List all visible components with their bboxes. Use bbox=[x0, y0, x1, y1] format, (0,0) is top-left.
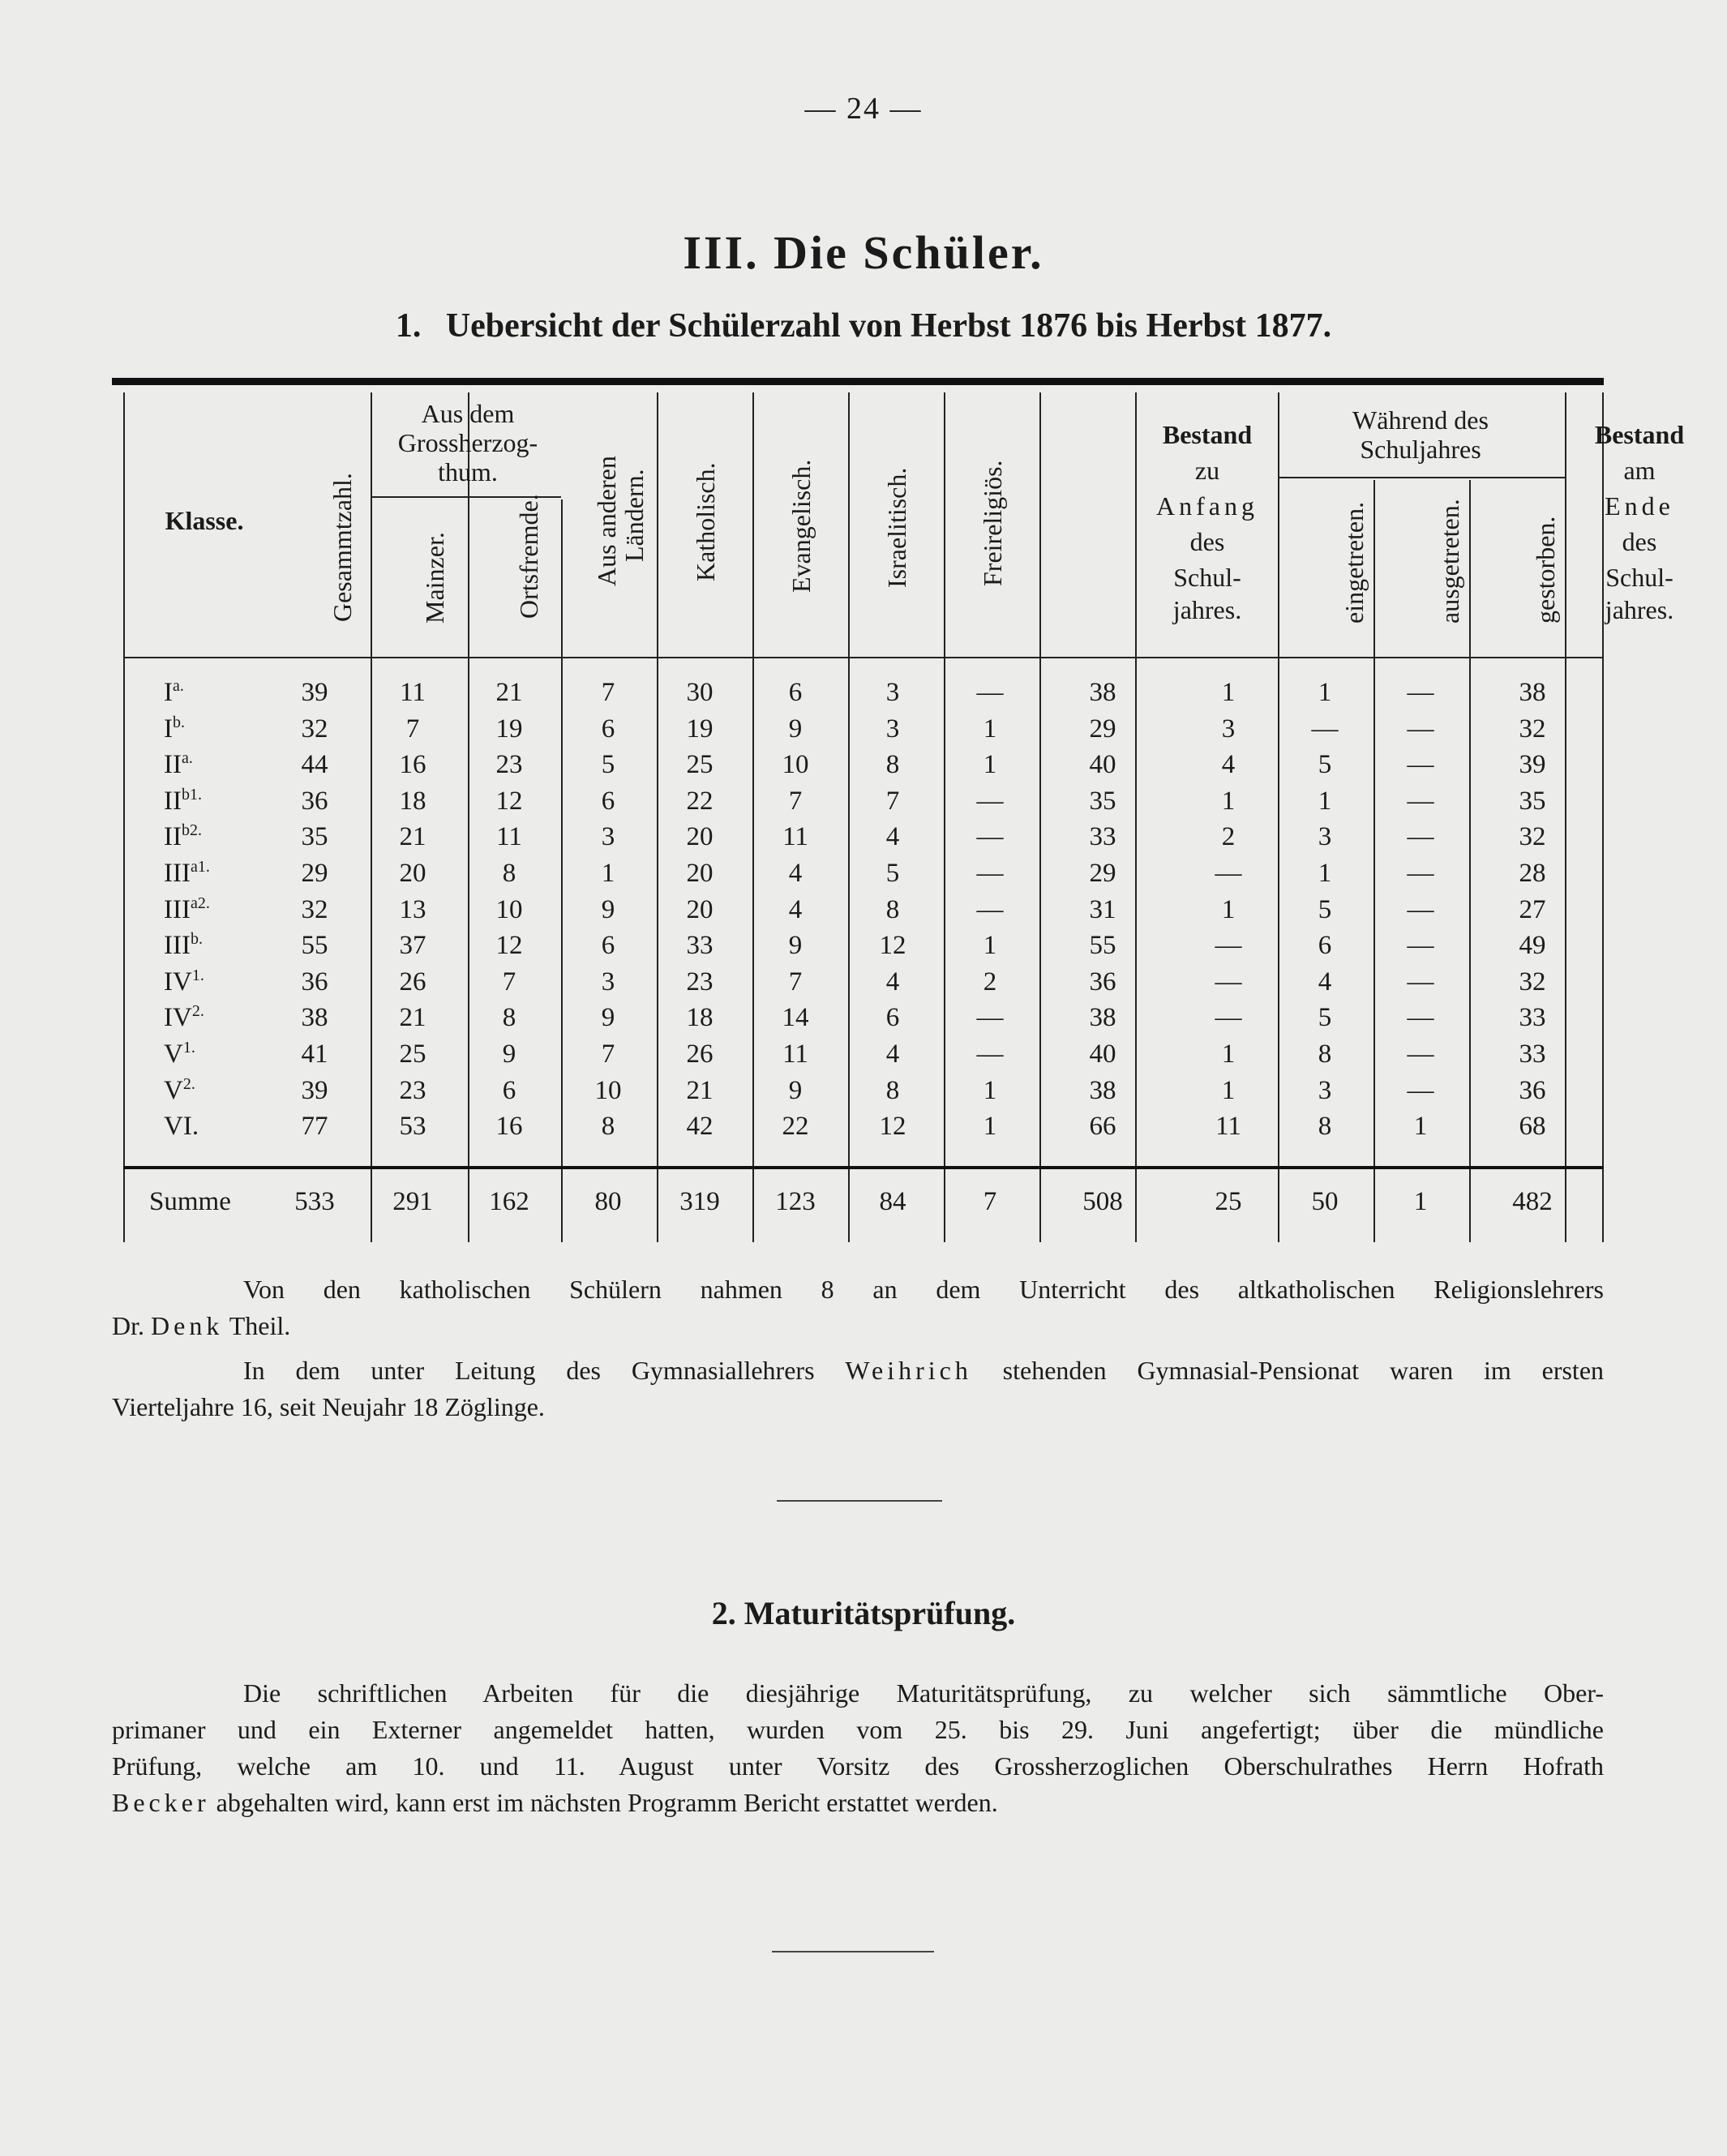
value-cell: 20 bbox=[399, 859, 426, 888]
value-cell: 11 bbox=[496, 822, 522, 852]
header-rule bbox=[1278, 477, 1565, 478]
value-cell: 36 bbox=[301, 967, 328, 997]
value-cell: — bbox=[1407, 931, 1434, 961]
name-becker: Becker bbox=[112, 1788, 210, 1817]
value-cell: 21 bbox=[399, 822, 426, 852]
value-cell: 35 bbox=[1089, 786, 1116, 816]
klasse-cell: $V^{2.}$ bbox=[164, 1074, 195, 1105]
value-cell: 4 bbox=[885, 1039, 900, 1069]
end-ornament bbox=[772, 1951, 934, 1952]
table-row bbox=[123, 892, 1604, 928]
value-cell: 533 bbox=[294, 1187, 335, 1216]
page-title: III. Die Schüler. bbox=[683, 226, 1044, 279]
student-table bbox=[112, 378, 1685, 1245]
value-cell: 7 bbox=[983, 1187, 997, 1216]
value-cell: 21 bbox=[686, 1075, 714, 1105]
value-cell: 2 bbox=[983, 967, 997, 997]
value-cell: 8 bbox=[885, 750, 900, 780]
value-cell: 3 bbox=[885, 714, 900, 744]
name-weihrich: Weihrich bbox=[845, 1356, 972, 1385]
value-cell: 33 bbox=[1519, 1039, 1546, 1069]
value-cell: 4 bbox=[885, 822, 900, 852]
value-cell: 7 bbox=[405, 714, 420, 744]
value-cell: 3 bbox=[601, 967, 615, 997]
value-cell: 291 bbox=[392, 1187, 433, 1216]
value-cell: 12 bbox=[495, 931, 523, 961]
value-cell: 9 bbox=[788, 1075, 803, 1105]
paragraph-pensionat bbox=[112, 1352, 1604, 1425]
header-aus-dem-grossherzogthum: Aus dem Grossherzog-thum. bbox=[397, 399, 538, 486]
table-row bbox=[123, 783, 1604, 819]
value-cell: 20 bbox=[686, 894, 714, 924]
value-cell: — bbox=[1407, 1075, 1434, 1105]
table-row bbox=[123, 928, 1604, 963]
value-cell: — bbox=[1407, 750, 1434, 780]
value-cell: — bbox=[1311, 714, 1339, 744]
paragraph-religion-line-2: Dr. Denk Theil. bbox=[112, 1311, 291, 1340]
value-cell: 39 bbox=[301, 678, 328, 707]
summe-row bbox=[123, 1184, 1604, 1219]
value-cell: 53 bbox=[399, 1112, 426, 1142]
table-row bbox=[123, 819, 1604, 855]
value-cell: 18 bbox=[686, 1003, 714, 1033]
klasse-cell: $II^{b2.}$ bbox=[164, 821, 202, 852]
value-cell: 482 bbox=[1512, 1187, 1553, 1216]
value-cell: 55 bbox=[1089, 931, 1116, 961]
value-cell: 36 bbox=[301, 786, 328, 816]
value-cell: 8 bbox=[502, 859, 516, 888]
value-cell: 9 bbox=[788, 714, 803, 744]
header-bestand-anfang-2: zu bbox=[1194, 456, 1220, 485]
value-cell: 10 bbox=[782, 750, 809, 780]
value-cell: 40 bbox=[1089, 750, 1116, 780]
value-cell: 41 bbox=[301, 1039, 328, 1069]
value-cell: 6 bbox=[502, 1075, 516, 1105]
table-row bbox=[123, 711, 1604, 747]
value-cell: 5 bbox=[1318, 894, 1332, 924]
value-cell: 25 bbox=[1215, 1187, 1242, 1216]
header-bottom-rule bbox=[123, 657, 1604, 658]
header-bestand-ende-6: jahres. bbox=[1605, 595, 1674, 624]
value-cell: 27 bbox=[1519, 894, 1546, 924]
value-cell: 22 bbox=[686, 786, 714, 816]
value-cell: 1 bbox=[1318, 786, 1332, 816]
value-cell: 44 bbox=[301, 750, 328, 780]
value-cell: — bbox=[1215, 967, 1242, 997]
value-cell: 23 bbox=[686, 967, 714, 997]
value-cell: 38 bbox=[1519, 678, 1546, 707]
value-cell: 40 bbox=[1089, 1039, 1116, 1069]
value-cell: 8 bbox=[1318, 1039, 1332, 1069]
value-cell: 50 bbox=[1311, 1187, 1339, 1216]
header-bestand-ende-3: Ende bbox=[1605, 491, 1674, 521]
value-cell: 7 bbox=[601, 678, 615, 707]
value-cell: — bbox=[1407, 1039, 1434, 1069]
table-row bbox=[123, 1108, 1604, 1144]
table-frame: Klasse. Gesammtzahl. Aus dem Grossherzog-thum. Mainzer. Ortsfremde. Aus anderen Ländern. Katholisch. Evangelisch. Israelitisch. Freireligiös. Bestand zu Anfang des Schul- jahres. Während des Schuljahres eingetreten. ausgetreten. gestorben. Bestand am Ende des Schul- jahres. $I^{a.}$ 39 11 21 7 30 6 3 — 38 1 1 — 38 $I^{b.}$ 32 7 19 6 19 9 3 1 29 3 — — 32 $II^{a.}$ 44 16 23 5 25 10 8 1 40 4 5 — 39 $II^{b1.}$ 36 18 12 6 22 7 7 — 35 1 1 — 35 $II^{b2.}$ 35 21 11 3 20 11 4 — 33 2 3 — 32 $III^{a1.}$ 29 20 8 1 20 4 5 — 29 — 1 — 28 $III^{a2.}$ 32 13 10 9 20 4 8 — 31 1 5 — 27 $III^{b.}$ 55 37 12 6 33 9 12 1 55 — 6 — 49 $IV^{1.}$ 36 26 7 3 23 7 4 2 36 — 4 — 32 $IV^{2.}$ 38 21 8 9 18 14 6 — 38 — 5 — 33 $V^{1.}$ 41 25 9 7 26 11 4 — 40 1 8 — 33 $V^{2.}$ 39 23 6 10 21 9 8 1 38 1 3 — 36 VI. 77 53 16 8 42 22 12 1 66 11 8 1 68 Summe 533 291 162 80 319 123 84 7 508 25 50 1 482 bbox=[123, 392, 1604, 1242]
value-cell: — bbox=[1215, 1003, 1242, 1033]
value-cell: 4 bbox=[788, 859, 803, 888]
value-cell: 39 bbox=[1519, 750, 1546, 780]
header-klasse: Klasse. bbox=[165, 506, 244, 535]
value-cell: 8 bbox=[502, 1003, 516, 1033]
header-bestand-anfang-1: Bestand bbox=[1162, 420, 1253, 449]
value-cell: 33 bbox=[1519, 1003, 1546, 1033]
value-cell: 1 bbox=[1221, 1039, 1236, 1069]
value-cell: 8 bbox=[885, 1075, 900, 1105]
value-cell: 26 bbox=[686, 1039, 714, 1069]
klasse-cell: $I^{b.}$ bbox=[164, 713, 185, 744]
table-row bbox=[123, 1036, 1604, 1072]
value-cell: 11 bbox=[782, 1039, 808, 1069]
value-cell: 49 bbox=[1519, 931, 1546, 961]
value-cell: 80 bbox=[594, 1187, 622, 1216]
value-cell: 7 bbox=[885, 786, 900, 816]
value-cell: 19 bbox=[495, 714, 523, 744]
value-cell: 162 bbox=[489, 1187, 529, 1216]
header-bestand-ende-5: Schul- bbox=[1605, 563, 1673, 592]
value-cell: 1 bbox=[983, 714, 997, 744]
table-row bbox=[123, 675, 1604, 710]
klasse-cell: VI. bbox=[164, 1112, 199, 1142]
value-cell: — bbox=[1215, 859, 1242, 888]
header-bestand-anfang-3: Anfang bbox=[1156, 491, 1258, 521]
value-cell: 6 bbox=[601, 931, 615, 961]
table-row bbox=[123, 1000, 1604, 1035]
value-cell: — bbox=[1407, 859, 1434, 888]
value-cell: 32 bbox=[1519, 822, 1546, 852]
value-cell: 508 bbox=[1082, 1187, 1123, 1216]
value-cell: 5 bbox=[885, 859, 900, 888]
value-cell: 29 bbox=[1089, 859, 1116, 888]
page-number: — 24 — bbox=[804, 92, 923, 126]
value-cell: — bbox=[976, 1039, 1004, 1069]
paragraph-pensionat-line-2: Vierteljahre 16, seit Neujahr 18 Zöglinge. bbox=[112, 1392, 545, 1421]
value-cell: — bbox=[1407, 1003, 1434, 1033]
value-cell: 4 bbox=[788, 894, 803, 924]
value-cell: 3 bbox=[1318, 822, 1332, 852]
value-cell: 11 bbox=[782, 822, 808, 852]
value-cell: 1 bbox=[983, 750, 997, 780]
value-cell: 11 bbox=[1215, 1112, 1241, 1142]
klasse-cell: $II^{b1.}$ bbox=[164, 785, 202, 816]
value-cell: 32 bbox=[1519, 714, 1546, 744]
value-cell: 38 bbox=[1089, 1003, 1116, 1033]
value-cell: 1 bbox=[983, 1075, 997, 1105]
paragraph-religion-line-1: Von den katholischen Schülern nahmen 8 an dem Unterricht des altkatholischen Religionslehrers bbox=[243, 1275, 1604, 1304]
value-cell: 29 bbox=[301, 859, 328, 888]
value-cell: 16 bbox=[495, 1112, 523, 1142]
table-row bbox=[123, 855, 1604, 891]
value-cell: 32 bbox=[301, 894, 328, 924]
value-cell: 23 bbox=[495, 750, 523, 780]
value-cell: 25 bbox=[686, 750, 714, 780]
value-cell: 18 bbox=[399, 786, 426, 816]
value-cell: 9 bbox=[601, 1003, 615, 1033]
klasse-cell: $III^{a2.}$ bbox=[164, 894, 210, 924]
value-cell: 6 bbox=[1318, 931, 1332, 961]
value-cell: 11 bbox=[400, 678, 426, 707]
value-cell: — bbox=[976, 786, 1004, 816]
value-cell: 55 bbox=[301, 931, 328, 961]
value-cell: 66 bbox=[1089, 1112, 1116, 1142]
value-cell: 21 bbox=[495, 678, 523, 707]
value-cell: 9 bbox=[788, 931, 803, 961]
table-top-rule bbox=[112, 378, 1604, 385]
name-denk: Denk bbox=[151, 1311, 224, 1340]
value-cell: 32 bbox=[301, 714, 328, 744]
value-cell: 36 bbox=[1089, 967, 1116, 997]
value-cell: 14 bbox=[782, 1003, 809, 1033]
value-cell: 25 bbox=[399, 1039, 426, 1069]
value-cell: 1 bbox=[1221, 894, 1236, 924]
klasse-cell: $I^{a.}$ bbox=[164, 677, 184, 707]
value-cell: 21 bbox=[399, 1003, 426, 1033]
value-cell: 38 bbox=[1089, 1075, 1116, 1105]
value-cell: 33 bbox=[1089, 822, 1116, 852]
value-cell: 1 bbox=[983, 931, 997, 961]
value-cell: 9 bbox=[601, 894, 615, 924]
header-bestand-anfang-4: des bbox=[1189, 527, 1225, 556]
header-waehrend-des-schuljahres: Während des Schuljahres bbox=[1352, 405, 1489, 464]
value-cell: 37 bbox=[399, 931, 426, 961]
klasse-cell: $IV^{2.}$ bbox=[164, 1002, 204, 1033]
value-cell: 7 bbox=[788, 967, 803, 997]
section-2-title: 2. Maturitätsprüfung. bbox=[711, 1595, 1016, 1631]
value-cell: 3 bbox=[1318, 1075, 1332, 1105]
value-cell: 7 bbox=[601, 1039, 615, 1069]
value-cell: 1 bbox=[1221, 1075, 1236, 1105]
paragraph-maturitaet-line-1: Die schriftlichen Arbeiten für die diesjährige Maturitätsprüfung, zu welcher sich sämmtliche Ober- bbox=[243, 1678, 1604, 1708]
value-cell: 23 bbox=[399, 1075, 426, 1105]
section-1-title bbox=[0, 306, 1727, 345]
paragraph-maturitaet-line-3: Prüfung, welche am 10. und 11. August unter Vorsitz des Grossherzoglichen Oberschulrathes Herrn Hofrath bbox=[112, 1751, 1604, 1781]
value-cell: 12 bbox=[879, 931, 906, 961]
value-cell: 2 bbox=[1221, 822, 1236, 852]
paragraph-maturitaet bbox=[112, 1675, 1604, 1821]
value-cell: 3 bbox=[885, 678, 900, 707]
table-row bbox=[123, 747, 1604, 782]
klasse-cell: $V^{1.}$ bbox=[164, 1039, 195, 1069]
value-cell: — bbox=[1407, 822, 1434, 852]
value-cell: 123 bbox=[775, 1187, 816, 1216]
value-cell: — bbox=[976, 822, 1004, 852]
value-cell: 29 bbox=[1089, 714, 1116, 744]
value-cell: 6 bbox=[788, 678, 803, 707]
section-divider bbox=[777, 1500, 942, 1502]
value-cell: 5 bbox=[1318, 750, 1332, 780]
value-cell: 7 bbox=[788, 786, 803, 816]
value-cell: 1 bbox=[601, 859, 615, 888]
section-1-heading: Uebersicht der Schülerzahl von Herbst 1876 bis Herbst 1877. bbox=[445, 307, 1332, 345]
klasse-cell: $III^{b.}$ bbox=[164, 930, 203, 961]
value-cell: 35 bbox=[301, 822, 328, 852]
value-cell: 1 bbox=[1221, 678, 1236, 707]
value-cell: 9 bbox=[502, 1039, 516, 1069]
value-cell: 12 bbox=[879, 1112, 906, 1142]
value-cell: 20 bbox=[686, 822, 714, 852]
value-cell: 10 bbox=[594, 1075, 622, 1105]
value-cell: 8 bbox=[885, 894, 900, 924]
value-cell: 3 bbox=[1221, 714, 1236, 744]
value-cell: — bbox=[1407, 678, 1434, 707]
value-cell: 8 bbox=[1318, 1112, 1332, 1142]
value-cell: 39 bbox=[301, 1075, 328, 1105]
value-cell: 6 bbox=[601, 786, 615, 816]
klasse-cell: $III^{a1.}$ bbox=[164, 858, 210, 888]
value-cell: 1 bbox=[1413, 1112, 1428, 1142]
paragraph-pensionat-line-1: In dem unter Leitung des Gymnasiallehrers Weihrich stehenden Gymnasial-Pensionat waren im ersten bbox=[243, 1356, 1605, 1385]
value-cell: 36 bbox=[1519, 1075, 1546, 1105]
value-cell: 8 bbox=[601, 1112, 615, 1142]
value-cell: 84 bbox=[879, 1187, 906, 1216]
klasse-cell: $IV^{1.}$ bbox=[164, 966, 204, 997]
paragraph-maturitaet-line-2: primaner und ein Externer angemeldet hatten, wurden vom 25. bis 29. Juni angefertigt; über die mündliche bbox=[112, 1715, 1604, 1744]
value-cell: 4 bbox=[1221, 750, 1236, 780]
value-cell: 20 bbox=[686, 859, 714, 888]
value-cell: 1 bbox=[1318, 859, 1332, 888]
value-cell: 5 bbox=[1318, 1003, 1332, 1033]
klasse-cell: Summe bbox=[149, 1187, 231, 1216]
value-cell: 1 bbox=[983, 1112, 997, 1142]
value-cell: 1 bbox=[1221, 786, 1236, 816]
value-cell: 16 bbox=[399, 750, 426, 780]
summe-rule bbox=[123, 1166, 1604, 1169]
value-cell: — bbox=[1215, 931, 1242, 961]
value-cell: 26 bbox=[399, 967, 426, 997]
value-cell: 3 bbox=[601, 822, 615, 852]
paragraph-religion bbox=[112, 1271, 1604, 1344]
value-cell: 1 bbox=[1318, 678, 1332, 707]
value-cell: 22 bbox=[782, 1112, 809, 1142]
value-cell: 12 bbox=[495, 786, 523, 816]
value-cell: — bbox=[1407, 714, 1434, 744]
value-cell: 32 bbox=[1519, 967, 1546, 997]
value-cell: 7 bbox=[502, 967, 516, 997]
value-cell: 42 bbox=[686, 1112, 714, 1142]
klasse-cell: $II^{a.}$ bbox=[164, 749, 193, 780]
value-cell: 30 bbox=[686, 678, 714, 707]
value-cell: 5 bbox=[601, 750, 615, 780]
table-row bbox=[123, 964, 1604, 1000]
paragraph-maturitaet-line-4: Becker abgehalten wird, kann erst im nächsten Programm Bericht erstattet werden. bbox=[112, 1788, 998, 1817]
section-1-number: 1. bbox=[395, 307, 422, 345]
header-bestand-ende-1: Bestand bbox=[1594, 420, 1685, 449]
header-bestand-anfang-6: jahres. bbox=[1172, 595, 1242, 624]
value-cell: 6 bbox=[601, 714, 615, 744]
value-cell: — bbox=[1407, 786, 1434, 816]
value-cell: — bbox=[1407, 967, 1434, 997]
header-bestand-anfang-5: Schul- bbox=[1173, 563, 1241, 592]
value-cell: — bbox=[976, 894, 1004, 924]
table-row bbox=[123, 1073, 1604, 1108]
value-cell: 13 bbox=[399, 894, 426, 924]
value-cell: 33 bbox=[686, 931, 714, 961]
value-cell: 1 bbox=[1413, 1187, 1428, 1216]
value-cell: 38 bbox=[1089, 678, 1116, 707]
value-cell: 28 bbox=[1519, 859, 1546, 888]
header-bestand-ende-4: des bbox=[1622, 527, 1657, 556]
value-cell: 19 bbox=[686, 714, 714, 744]
value-cell: 4 bbox=[1318, 967, 1332, 997]
value-cell: — bbox=[976, 678, 1004, 707]
value-cell: 319 bbox=[679, 1187, 720, 1216]
value-cell: — bbox=[1407, 894, 1434, 924]
value-cell: 31 bbox=[1089, 894, 1116, 924]
value-cell: 35 bbox=[1519, 786, 1546, 816]
value-cell: 77 bbox=[301, 1112, 328, 1142]
value-cell: 4 bbox=[885, 967, 900, 997]
value-cell: — bbox=[976, 1003, 1004, 1033]
value-cell: 10 bbox=[495, 894, 523, 924]
header-bestand-ende-2: am bbox=[1623, 456, 1656, 485]
value-cell: — bbox=[976, 859, 1004, 888]
value-cell: 6 bbox=[885, 1003, 900, 1033]
value-cell: 68 bbox=[1519, 1112, 1546, 1142]
value-cell: 38 bbox=[301, 1003, 328, 1033]
